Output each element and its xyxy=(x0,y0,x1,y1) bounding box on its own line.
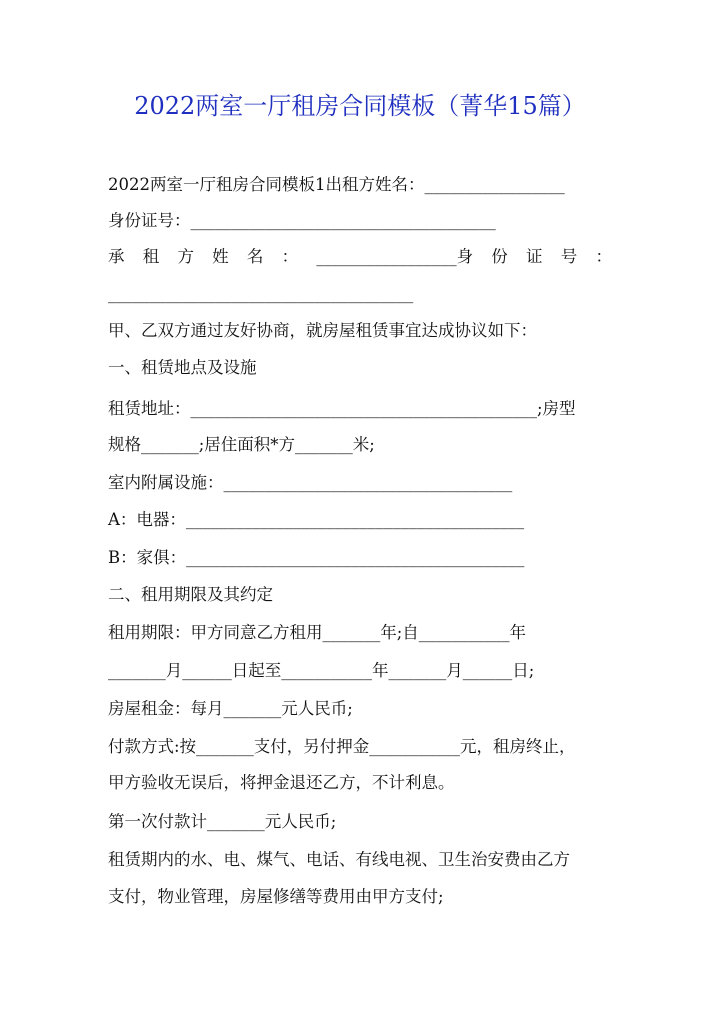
line-6: 一、租赁地点及设施 xyxy=(108,358,257,377)
line-2: 身份证号：_____________________________________ xyxy=(108,211,496,230)
line-20: 支付，物业管理，房屋修缮等费用由甲方支付; xyxy=(108,887,444,906)
line-8: 规格_______;居住面积*方_______米; xyxy=(108,435,375,454)
line-3-char: 份 xyxy=(491,247,508,266)
document-title: 2022两室一厅租房合同模板（菁华15篇） xyxy=(134,92,586,120)
line-18: 第一次付款计_______元人民币; xyxy=(108,812,337,831)
line-14: _______月______日起至___________年_______月______日; xyxy=(108,661,535,680)
line-3 xyxy=(108,245,612,269)
line-3-char: 号 xyxy=(560,247,578,266)
line-3-char: 证 xyxy=(526,247,543,266)
line-10: A：电器：_________________________________________ xyxy=(108,510,525,529)
line-3-char: ： xyxy=(595,247,612,266)
line-4: _____________________________________ xyxy=(108,284,414,303)
line-17: 甲方验收无误后，将押金退还乙方，不计利息。 xyxy=(108,773,455,792)
line-5: 甲、乙双方通过友好协商，就房屋租赁事宜达成协议如下： xyxy=(108,321,537,340)
line-7: 租赁地址：__________________________________________;房型 xyxy=(108,399,576,418)
line-3-char: 租 xyxy=(142,247,160,266)
line-12: 二、租用期限及其约定 xyxy=(108,585,273,604)
line-3-char: _________________身 xyxy=(316,247,474,266)
line-1: 2022两室一厅租房合同模板1出租方姓名：_________________ xyxy=(108,175,565,194)
line-3-char: 方 xyxy=(177,247,194,266)
line-19: 租赁期内的水、电、煤气、电话、有线电视、卫生治安费由乙方 xyxy=(108,850,570,869)
line-3-char: 承 xyxy=(108,247,125,266)
line-3-char: ： xyxy=(281,247,299,266)
line-16: 付款方式:按_______支付，另付押金___________元，租房终止， xyxy=(108,737,576,756)
line-3-char: 名 xyxy=(246,247,264,266)
line-15: 房屋租金：每月_______元人民币; xyxy=(108,699,353,718)
line-3-char: 姓 xyxy=(212,247,229,266)
line-13: 租用期限：甲方同意乙方租用_______年;自___________年 xyxy=(108,623,527,642)
line-9: 室内附属设施：___________________________________ xyxy=(108,473,513,492)
line-11: B：家俱：_________________________________________ xyxy=(108,548,525,567)
